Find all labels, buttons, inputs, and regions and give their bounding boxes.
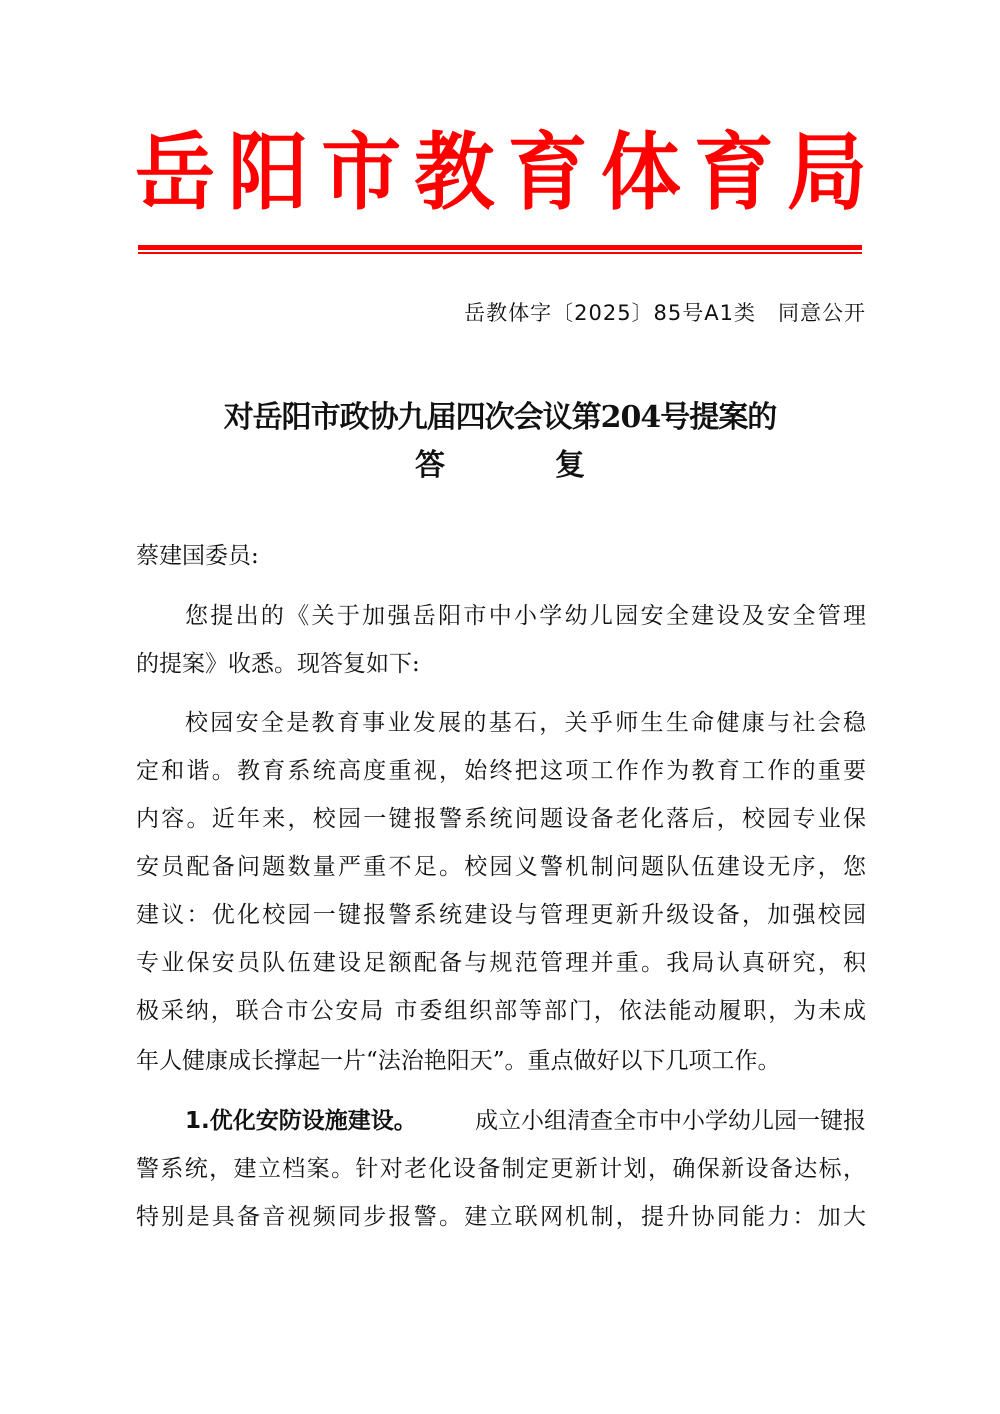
document-title: 对岳阳市政协九届四次会议第204号提案的 [223,400,777,435]
section-heading: 1.优化安防设施建设。 [185,1108,417,1134]
paragraph-line: 内容。近年来，校园一键报警系统问题设备老化落后，校园专业保 [136,806,866,832]
title-char-da: 答 [415,448,445,483]
document-title-line2 [0,446,1000,486]
salutation: 蔡建国委员: [136,543,259,569]
paragraph-line: 校园安全是教育事业发展的基石，关乎师生生命健康与社会稳 [185,710,866,736]
paragraph-line: 建议：优化校园一键报警系统建设与管理更新升级设备，加强校园 [136,902,866,928]
masthead-char: 教 [414,122,495,222]
paragraph-line: 的提案》收悉。现答复如下: [136,651,420,677]
red-divider-thick [138,245,862,250]
title-char-fu: 复 [555,448,585,483]
masthead-char: 阳 [228,122,309,222]
masthead-char: 育 [693,122,774,222]
paragraph-line: 极采纳，联合市公安局 市委组织部等部门，依法能动履职，为未成 [136,998,866,1024]
paragraph-line: 专业保安员队伍建设足额配备与规范管理并重。我局认真研究，积 [136,950,866,976]
paragraph-line: 警系统，建立档案。针对老化设备制定更新计划，确保新设备达标， [136,1156,866,1182]
red-divider-thin [138,252,862,254]
masthead-char: 局 [786,122,867,222]
paragraph-text: 成立小组清查全市中小学幼儿园一键报 [475,1108,866,1134]
paragraph-line: 年人健康成长撑起一片“法治艳阳天”。重点做好以下几项工作。 [136,1048,781,1074]
masthead-char: 体 [600,122,681,222]
paragraph-line: 安员配备问题数量严重不足。校园义警机制问题队伍建设无序，您 [136,854,866,880]
issuer-masthead [135,122,867,222]
masthead-char: 育 [507,122,588,222]
paragraph-line-with-heading [185,1101,866,1141]
paragraph-line: 您提出的《关于加强岳阳市中小学幼儿园安全建设及安全管理 [185,603,866,629]
masthead-char: 岳 [135,122,215,222]
paragraph-line: 特别是具备音视频同步报警。建立联网机制，提升协同能力：加大 [136,1204,866,1230]
document-number: 岳教体字〔2025〕85号A1类 同意公开 [464,301,866,325]
masthead-char: 市 [321,122,402,222]
paragraph-line: 定和谐。教育系统高度重视，始终把这项工作作为教育工作的重要 [136,758,866,784]
